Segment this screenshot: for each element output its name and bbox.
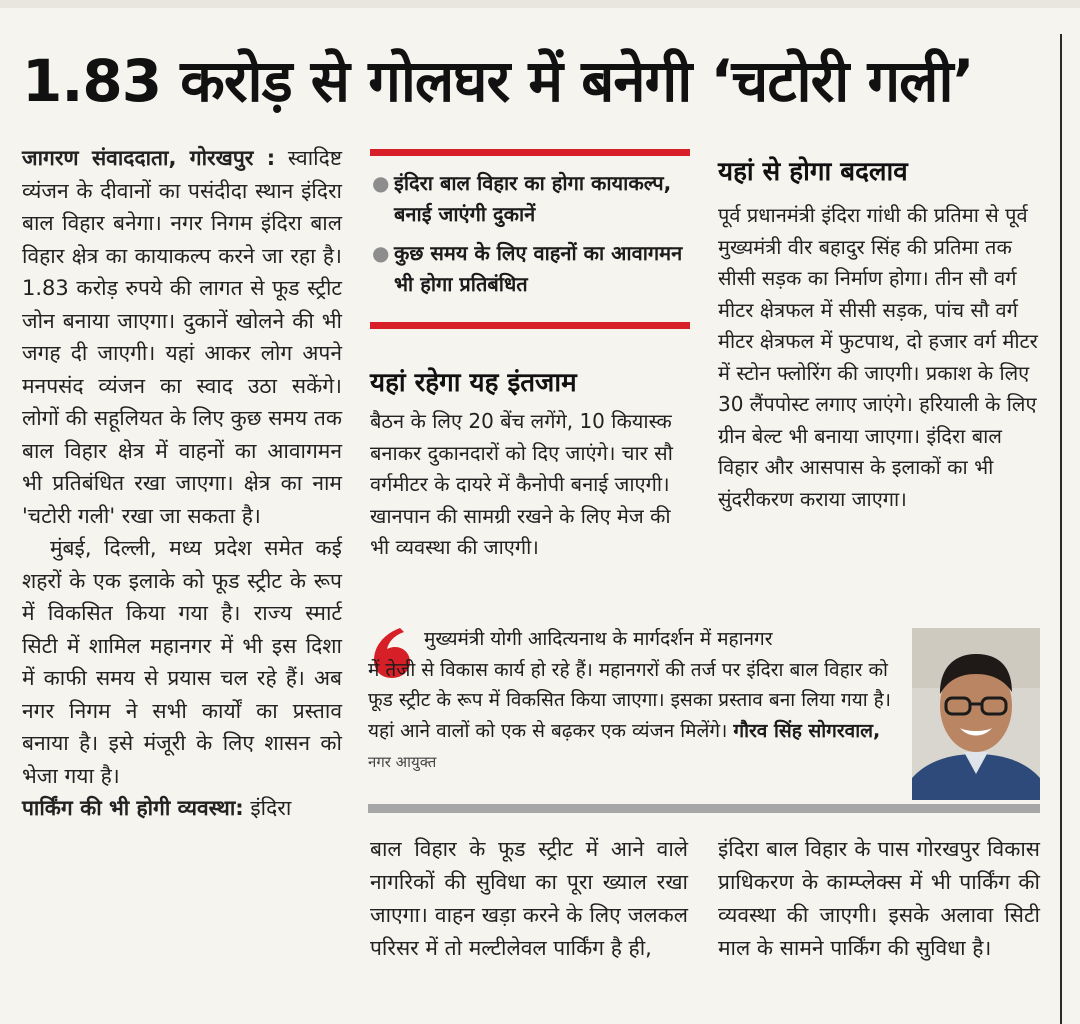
change-column [718,200,1038,515]
bullet-icon: ● [372,171,390,195]
lead-text: स्वादिष्ट व्यंजन के दीवानों का पसंदीदा स्थान इंदिरा बाल विहार बनेगा। नगर निगम इंदिरा बाल विहार क्षेत्र का कायाकल्प करने जा रहा है। 1.83 करोड़ रुपये की लागत से फूड स्ट्रीट जोन बनाया जाएगा। दुकानें खोलने की भी जगह दी जाएगी। यहां आकर लोग अपने मनपसंद व्यंजन का स्वाद उठा सकेंगे। लोगों की सहूलियत के लिए कुछ समय तक बाल विहार क्षेत्र में वाहनों का आवागमन भी प्रतिबंधित रखा जाएगा। क्षेत्र का नाम 'चटोरी गली' रखा जा सकता है। [22,146,342,528]
highlight-item [372,168,692,230]
parking-more-text: इंदिरा बाल विहार के पास गोरखपुर विकास प्राधिकरण के काम्प्लेक्स में भी पार्किंग की व्यवस्था की जाएगी। इसके अलावा सिटी माल के सामने पार्किंग की सुविधा है। [718,837,1040,960]
quote-divider [368,804,1040,813]
quote-first-line: मुख्यमंत्री योगी आदित्यनाथ के मार्गदर्शन में महानगर [424,628,773,650]
change-title: यहां से होगा बदलाव [718,157,908,187]
highlight-text: कुछ समय के लिए वाहनों का आवागमन भी होगा प्रतिबंधित [394,241,683,296]
highlight-bottom-rule [370,322,690,329]
quote-author: गौरव सिंह सोगरवाल, [733,719,881,742]
highlights-box [372,168,692,308]
arrangement-text: बैठन के लिए 20 बेंच लगेंगे, 10 कियास्क बनाकर दुकानदारों को दिए जाएंगे। चार सौ वर्गमीटर के दायरे में कैनोपी बनाई जाएगी। खानपान की सामग्री रखने के लिए मेज की भी व्यवस्था की जाएगी। [370,409,673,559]
parking-paragraph [22,792,342,825]
main-article-column [22,142,342,825]
bullet-icon: ● [372,241,390,265]
headline: 1.83 करोड़ से गोलघर में बनेगी ‘चटोरी गली’ [22,47,974,115]
top-cut-strip [0,0,1080,8]
quote-rest: में तेजी से विकास कार्य हो रहे हैं। महानगरों की तर्ज पर इंदिरा बाल विहार को फूड स्ट्रीट के रूप में विकसित किया जाएगा। इसका प्रस्ताव बना लिया गया है। यहां आने वालों को एक से बढ़कर एक व्यंजन मिलेंगे। [368,658,891,742]
quote-body [368,655,908,778]
arrangement-column [370,406,680,564]
commissioner-photo [912,628,1040,800]
column-rule [1060,34,1062,1024]
bottom-column-right [718,833,1040,965]
parking-text: इंदिरा [243,796,292,820]
parking-subhead: पार्किंग की भी होगी व्यवस्था: [22,796,244,820]
highlight-text: इंदिरा बाल विहार का होगा कायाकल्प, बनाई जाएंगी दुकानें [394,171,672,226]
highlight-item [372,238,692,300]
second-paragraph: मुंबई, दिल्ली, मध्य प्रदेश समेत कई शहरों के एक इलाके को फूड स्ट्रीट के रूप में विकसित किया गया है। राज्य स्मार्ट सिटी में शामिल महानगर में भी इस दिशा में काफी समय से प्रयास चल रहे हैं। अब नगर निगम ने सभी कार्यों का प्रस्ताव बनाया है। इसे मंजूरी के लिए शासन को भेजा गया है। [22,536,342,788]
change-text: पूर्व प्रधानमंत्री इंदिरा गांधी की प्रतिमा से पूर्व मुख्यमंत्री वीर बहादुर सिंह की प्रतिमा तक सीसी सड़क का निर्माण होगा। तीन सौ वर्ग मीटर क्षेत्रफल में सीसी सड़क, पांच सौ वर्ग मीटर क्षेत्रफल में फुटपाथ, दो हजार वर्ग मीटर में स्टोन फ्लोरिंग की जाएगी। प्रकाश के लिए 30 लैंपपोस्ट लगाए जाएंगे। हरियाली के लिए ग्रीन बेल्ट भी बनाया जाएगा। इंदिरा बाल विहार और आसपास के इलाकों का भी सुंदरीकरण कराया जाएगा। [718,203,1038,511]
bottom-column-middle [370,833,688,965]
highlight-top-rule [370,149,690,156]
parking-continued-text: बाल विहार के फूड स्ट्रीट में आने वाले नागरिकों की सुविधा का पूरा ख्याल रखा जाएगा। वाहन खड़ा करने के लिए जलकल परिसर में तो मल्टीलेवल पार्किंग है ही, [370,837,688,960]
byline: जागरण संवाददाता, गोरखपुर : [22,146,276,170]
quote-box [368,620,1040,805]
arrangement-title: यहां रहेगा यह इंतजाम [370,368,577,398]
lead-paragraph [22,142,342,532]
quote-text [368,624,908,778]
quote-designation: नगर आयुक्त [368,753,437,771]
